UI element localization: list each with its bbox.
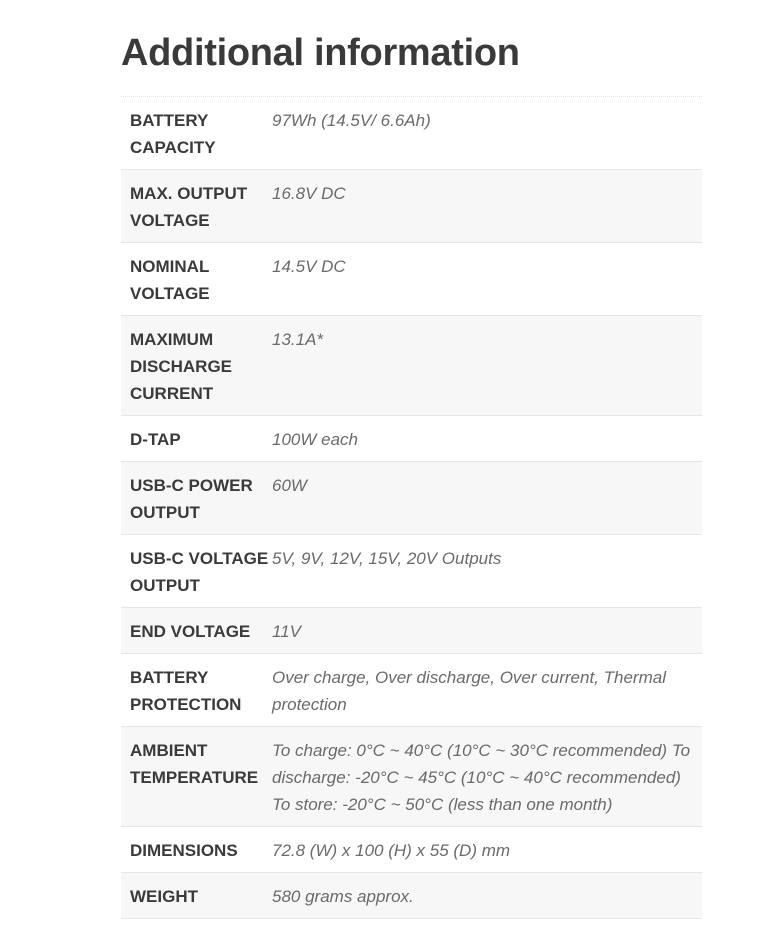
spec-label: DIMENSIONS xyxy=(130,841,238,860)
spec-label: AMBIENT TEMPERATURE xyxy=(130,741,259,787)
spec-row-weight xyxy=(121,873,702,919)
spec-value: To charge: 0°C ~ 40°C (10°C ~ 30°C recommended) To discharge: -20°C ~ 45°C (10°C ~ 40°C recommended) To store: -20°C ~ 50°C (less than one month) xyxy=(272,741,691,814)
spec-label: USB-C VOLTAGE OUTPUT xyxy=(130,549,269,595)
spec-row-ambient-temperature xyxy=(121,727,702,827)
spec-label: WEIGHT xyxy=(130,887,198,906)
spec-label: D-TAP xyxy=(130,430,181,449)
spec-value: 97Wh (14.5V/ 6.6Ah) xyxy=(272,111,431,130)
spec-row-nominal-voltage xyxy=(121,243,702,316)
spec-value: Over charge, Over discharge, Over current, Thermal protection xyxy=(272,668,666,714)
spec-table xyxy=(121,96,702,919)
spec-row-d-tap xyxy=(121,416,702,462)
spec-label: MAXIMUM DISCHARGE CURRENT xyxy=(130,330,233,403)
spec-label: BATTERY PROTECTION xyxy=(130,668,242,714)
spec-row-battery-protection xyxy=(121,654,702,727)
spec-row-max-output-voltage xyxy=(121,170,702,243)
spec-row-dimensions xyxy=(121,827,702,873)
spec-value: 14.5V DC xyxy=(272,257,346,276)
spec-value: 60W xyxy=(272,476,307,495)
spec-value: 16.8V DC xyxy=(272,184,346,203)
spec-value: 5V, 9V, 12V, 15V, 20V Outputs xyxy=(272,549,502,568)
spec-value: 72.8 (W) x 100 (H) x 55 (D) mm xyxy=(272,841,511,860)
spec-row-end-voltage xyxy=(121,608,702,654)
spec-row-usb-c-power-output xyxy=(121,462,702,535)
spec-label: NOMINAL VOLTAGE xyxy=(130,257,210,303)
spec-label: USB-C POWER OUTPUT xyxy=(130,476,253,522)
spec-row-maximum-discharge-current xyxy=(121,316,702,416)
spec-row-usb-c-voltage-output xyxy=(121,535,702,608)
spec-value: 580 grams approx. xyxy=(272,887,414,906)
spec-row-battery-capacity xyxy=(121,97,702,170)
spec-value: 13.1A* xyxy=(272,330,324,349)
spec-value: 11V xyxy=(272,622,301,641)
spec-label: MAX. OUTPUT VOLTAGE xyxy=(130,184,248,230)
section-heading: Additional information xyxy=(121,32,520,74)
spec-value: 100W each xyxy=(272,430,358,449)
spec-label: END VOLTAGE xyxy=(130,622,251,641)
additional-information-section xyxy=(121,0,702,919)
spec-label: BATTERY CAPACITY xyxy=(130,111,216,157)
